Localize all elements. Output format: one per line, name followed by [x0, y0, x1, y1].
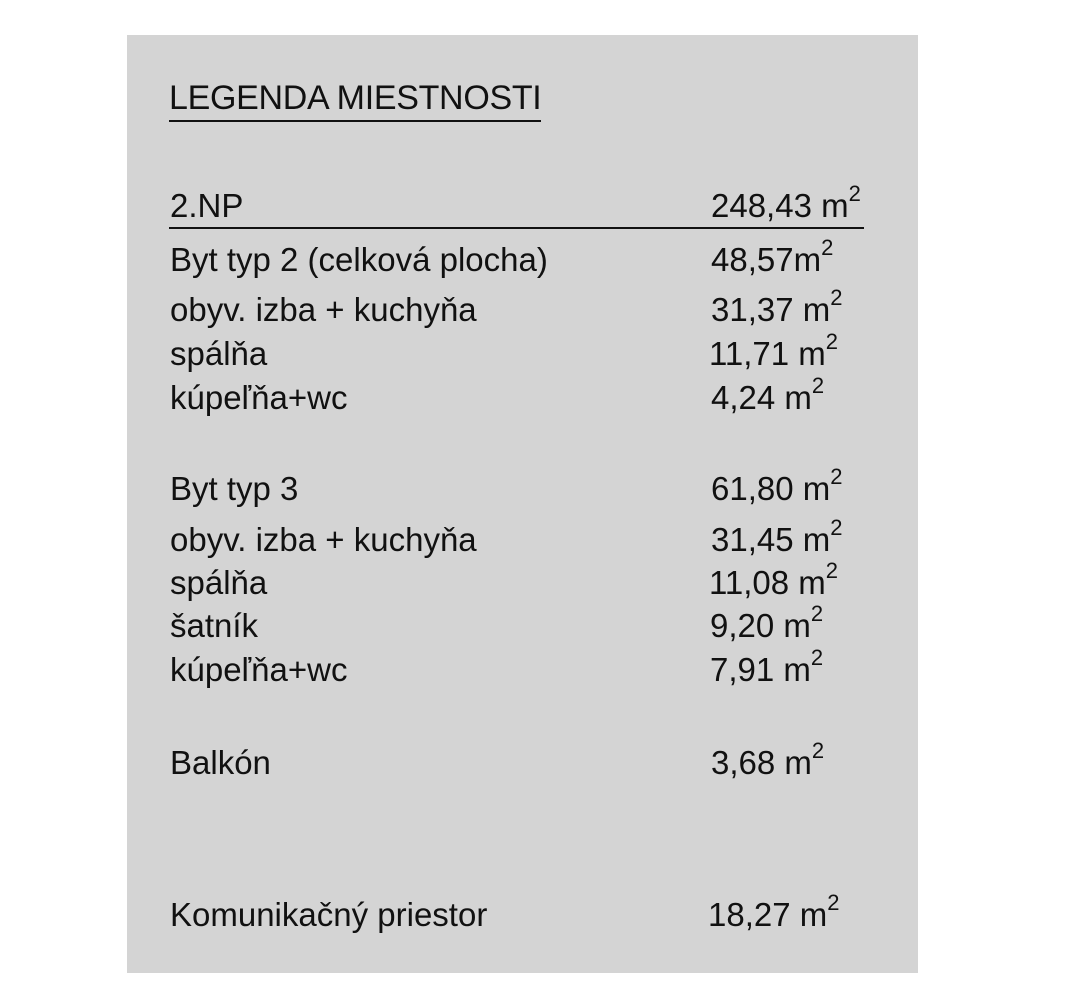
area-value: 18,27 m — [708, 896, 828, 933]
room-row — [0, 373, 1080, 418]
room-area — [708, 890, 840, 935]
header-underline — [169, 227, 864, 229]
unit-superscript: 2 — [810, 601, 824, 626]
room-row — [0, 235, 1080, 280]
room-area — [709, 558, 839, 603]
area-value: 3,68 m — [711, 744, 812, 781]
unit-superscript: 2 — [830, 464, 843, 489]
room-row — [0, 890, 1080, 935]
room-name: kúpeľňa+wc — [170, 651, 348, 688]
unit-superscript: 2 — [830, 515, 843, 540]
area-value: 11,08 m — [709, 564, 826, 601]
room-row — [0, 329, 1080, 374]
room-area — [711, 285, 843, 330]
unit-superscript: 2 — [825, 558, 839, 583]
unit-superscript: 2 — [811, 738, 825, 763]
floor-total-value: 248,43 m — [711, 187, 849, 224]
unit-superscript: 2 — [827, 890, 840, 915]
room-name: obyv. izba + kuchyňa — [170, 521, 477, 558]
room-row — [0, 515, 1080, 560]
floor-total-area — [711, 181, 861, 226]
room-row — [0, 558, 1080, 603]
room-name: kúpeľňa+wc — [170, 379, 348, 416]
room-area — [711, 515, 843, 560]
room-area — [710, 601, 824, 646]
area-value: 31,37 m — [711, 291, 831, 328]
room-row — [0, 464, 1080, 509]
unit-superscript: 2 — [811, 373, 825, 398]
room-row — [0, 285, 1080, 330]
area-value: 31,45 m — [711, 521, 831, 558]
area-value: 7,91 m — [710, 651, 811, 688]
room-area — [711, 373, 825, 418]
room-row — [0, 738, 1080, 783]
unit-superscript: 2 — [810, 645, 824, 670]
room-area — [711, 464, 843, 509]
room-name: spálňa — [170, 564, 268, 601]
unit-superscript: 2 — [830, 285, 843, 310]
room-name: Byt typ 3 — [170, 470, 299, 507]
room-name: obyv. izba + kuchyňa — [170, 291, 477, 328]
area-value: 4,24 m — [711, 379, 812, 416]
area-value: 11,71 m — [709, 335, 826, 372]
room-name: Balkón — [170, 744, 271, 781]
floor-header-row — [0, 181, 1080, 226]
room-row — [0, 601, 1080, 646]
floor-label: 2.NP — [170, 187, 244, 224]
room-area — [711, 235, 834, 280]
legend-title: LEGENDA MIESTNOSTI — [169, 78, 541, 122]
room-area — [710, 645, 824, 690]
unit-superscript: 2 — [821, 235, 834, 260]
room-name: Byt typ 2 (celková plocha) — [170, 241, 548, 278]
unit-superscript: 2 — [848, 181, 861, 206]
area-value: 9,20 m — [710, 607, 811, 644]
room-name: šatník — [170, 607, 259, 644]
area-value: 61,80 m — [711, 470, 831, 507]
room-area — [709, 329, 839, 374]
area-value: 48,57m — [711, 241, 822, 278]
room-area — [711, 738, 825, 783]
room-name: Komunikačný priestor — [170, 896, 488, 933]
unit-superscript: 2 — [825, 329, 839, 354]
room-row — [0, 645, 1080, 690]
room-name: spálňa — [170, 335, 268, 372]
